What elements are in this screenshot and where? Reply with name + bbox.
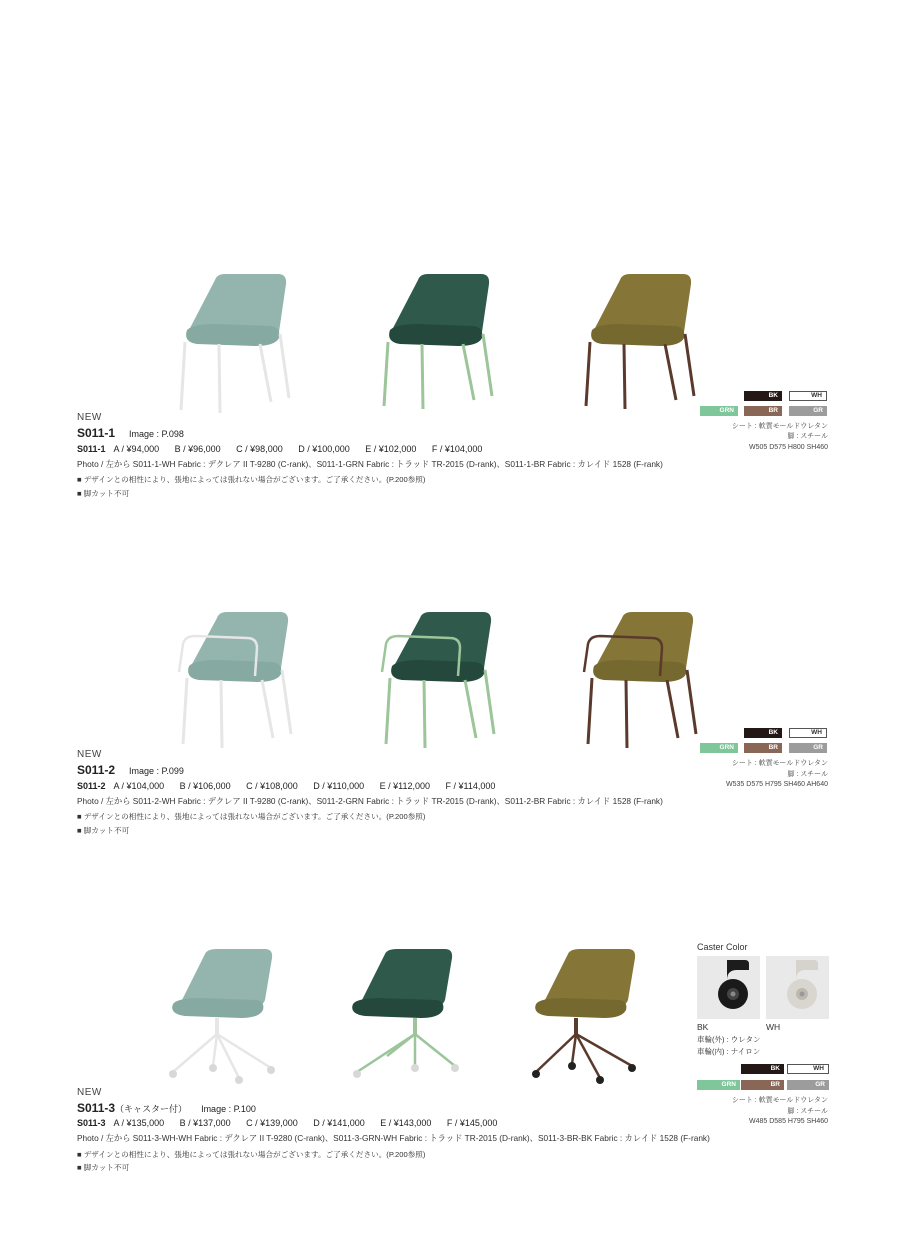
swatch-bk: BK <box>744 728 782 738</box>
model-name: S011-1 <box>77 426 116 440</box>
swatch-gr: GR <box>789 743 827 753</box>
price-f: F / ¥104,000 <box>431 444 483 454</box>
spec-leg: 脚 : スチール <box>787 433 828 440</box>
swatch-br: BR <box>741 1080 784 1090</box>
price-b: B / ¥96,000 <box>174 444 221 454</box>
note-leg-cut: ■ 脚カット不可 <box>77 826 130 835</box>
swatch-bk: BK <box>741 1064 784 1074</box>
price-c: C / ¥98,000 <box>236 444 283 454</box>
price-a: A / ¥135,000 <box>113 1118 165 1128</box>
swatch-gr: GR <box>787 1080 829 1090</box>
price-f: F / ¥145,000 <box>446 1118 498 1128</box>
swatch-grn: GRN <box>700 743 738 753</box>
swatch-br: BR <box>744 743 782 753</box>
photo-caption: Photo / 左から S011-3-WH-WH Fabric : デクレア II T-9280 (C-rank)、S011-3-GRN-WH Fabric : トラッド TR-2015 (D-rank)、S011-3-BR-BK Fabric : カレイド 1528 (F-rank) <box>77 1133 710 1143</box>
chair-s011-2-br-image <box>580 610 705 750</box>
price-model: S011-2 <box>77 781 106 791</box>
swatch-br: BR <box>744 406 782 416</box>
chair-s011-2-wh-image <box>175 610 300 750</box>
caster-bk-label: BK <box>697 1022 709 1032</box>
price-a: A / ¥104,000 <box>113 781 165 791</box>
note-leg-cut: ■ 脚カット不可 <box>77 489 130 498</box>
price-d: D / ¥141,000 <box>313 1118 365 1128</box>
chair-s011-1-br-image <box>580 272 700 417</box>
product-title <box>77 1101 256 1115</box>
spec-dimensions: W485 D585 H795 SH460 <box>749 1118 828 1125</box>
chair-s011-1-grn-image <box>378 272 498 417</box>
caster-wh-image <box>766 956 829 1019</box>
note-fabric: ■ デザインとの相性により、張地によっては張れない場合がございます。ご了承ください。(P.200参照) <box>77 475 426 484</box>
image-ref: Image : P.099 <box>129 766 184 776</box>
image-ref: Image : P.100 <box>201 1104 256 1114</box>
spec-leg: 脚 : スチール <box>787 1108 828 1115</box>
price-a: A / ¥94,000 <box>113 444 160 454</box>
model-name: S011-2 <box>77 763 116 777</box>
price-c: C / ¥139,000 <box>246 1118 298 1128</box>
price-model: S011-1 <box>77 444 106 454</box>
photo-caption: Photo / 左から S011-1-WH Fabric : デクレア II T-9280 (C-rank)、S011-1-GRN Fabric : トラッド TR-2015 (D-rank)、S011-1-BR Fabric : カレイド 1528 (F-rank) <box>77 459 663 469</box>
spec-dimensions: W505 D575 H800 SH460 <box>749 444 828 451</box>
new-label: NEW <box>77 749 102 760</box>
price-d: D / ¥110,000 <box>313 781 365 791</box>
chair-s011-1-wh-image <box>175 272 295 417</box>
swatch-grn: GRN <box>697 1080 740 1090</box>
caster-bk-image <box>697 956 760 1019</box>
price-f: F / ¥114,000 <box>445 781 496 791</box>
product-title <box>77 763 184 777</box>
price-e: E / ¥143,000 <box>380 1118 432 1128</box>
product-title <box>77 426 184 440</box>
caster-outer-material: 車輪(外) : ウレタン <box>697 1035 761 1044</box>
price-e: E / ¥102,000 <box>365 444 417 454</box>
price-b: B / ¥106,000 <box>179 781 231 791</box>
caster-wh-icon <box>766 956 829 1019</box>
swatch-gr: GR <box>789 406 827 416</box>
model-name: S011-3 <box>77 1101 116 1115</box>
caster-bk-icon <box>697 956 760 1019</box>
note-leg-cut: ■ 脚カット不可 <box>77 1163 130 1172</box>
chair-s011-3-br-image <box>528 948 653 1088</box>
swatch-bk: BK <box>744 391 782 401</box>
swatch-wh: WH <box>789 391 827 401</box>
note-fabric: ■ デザインとの相性により、張地によっては張れない場合がございます。ご了承ください。(P.200参照) <box>77 1150 426 1159</box>
spec-seat: シート : 軟質モールドウレタン <box>731 760 828 767</box>
chair-s011-2-grn-image <box>378 610 503 750</box>
caster-color-title: Caster Color <box>697 942 748 952</box>
price-row <box>77 781 508 791</box>
model-suffix: （キャスター付） <box>115 1104 188 1114</box>
price-row <box>77 444 495 454</box>
spec-seat: シート : 軟質モールドウレタン <box>731 423 828 430</box>
spec-seat: シート : 軟質モールドウレタン <box>731 1097 828 1104</box>
caster-inner-material: 車輪(内) : ナイロン <box>697 1047 761 1056</box>
swatch-wh: WH <box>789 728 827 738</box>
note-fabric: ■ デザインとの相性により、張地によっては張れない場合がございます。ご了承ください。(P.200参照) <box>77 812 426 821</box>
price-b: B / ¥137,000 <box>179 1118 231 1128</box>
spec-leg: 脚 : スチール <box>787 771 828 778</box>
new-label: NEW <box>77 412 102 423</box>
photo-caption: Photo / 左から S011-2-WH Fabric : デクレア II T-9280 (C-rank)、S011-2-GRN Fabric : トラッド TR-2015 (D-rank)、S011-2-BR Fabric : カレイド 1528 (F-rank) <box>77 796 663 806</box>
chair-s011-3-wh-image <box>165 948 290 1088</box>
swatch-grn: GRN <box>700 406 738 416</box>
price-e: E / ¥112,000 <box>379 781 430 791</box>
price-c: C / ¥108,000 <box>246 781 298 791</box>
price-d: D / ¥100,000 <box>298 444 350 454</box>
caster-wh-label: WH <box>766 1022 781 1032</box>
new-label: NEW <box>77 1087 102 1098</box>
image-ref: Image : P.098 <box>129 429 184 439</box>
spec-dimensions: W535 D575 H795 SH460 AH640 <box>726 781 828 788</box>
chair-s011-3-grn-image <box>345 948 470 1088</box>
price-row <box>77 1118 510 1128</box>
swatch-wh: WH <box>787 1064 829 1074</box>
price-model: S011-3 <box>77 1118 106 1128</box>
